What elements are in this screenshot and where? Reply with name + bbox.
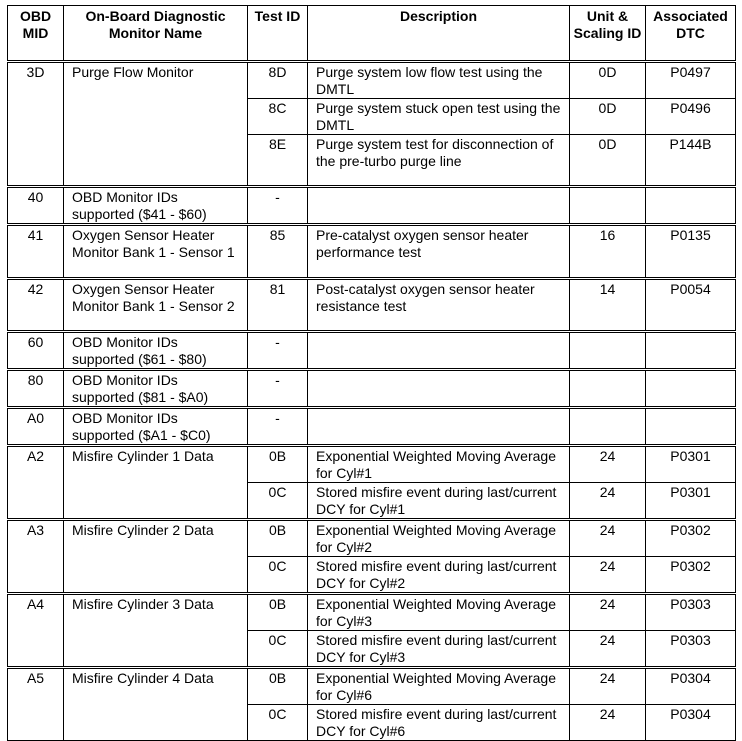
table-row [8,62,736,99]
description-cell: Post-catalyst oxygen sensor heater resistance test [308,279,570,332]
table-row [8,187,736,225]
table-header-row [8,6,736,62]
monitor-name-cell: OBD Monitor IDs supported ($A1 - $C0) [64,408,248,446]
dtc-cell: P0496 [646,99,736,135]
table-row [8,446,736,483]
description-cell: Exponential Weighted Moving Average for Cyl#3 [308,594,570,631]
unit-scaling-cell [570,370,646,408]
monitor-name-cell: Misfire Cylinder 1 Data [64,446,248,520]
monitor-name-cell: OBD Monitor IDs supported ($41 - $60) [64,187,248,225]
test-id-cell: - [248,332,308,370]
unit-scaling-cell: 24 [570,483,646,520]
obd-monitor-table [7,5,736,741]
description-cell: Stored misfire event during last/current DCY for Cyl#1 [308,483,570,520]
test-id-cell: 0C [248,557,308,594]
unit-scaling-cell [570,408,646,446]
header-associated-dtc-text: Associated DTC [653,8,728,41]
test-id-cell: - [248,408,308,446]
test-id-cell: - [248,370,308,408]
dtc-cell: P0304 [646,668,736,705]
unit-scaling-cell: 0D [570,62,646,99]
unit-scaling-cell [570,187,646,225]
test-id-cell: 0C [248,705,308,741]
description-cell [308,332,570,370]
header-obd-mid: OBD MID [8,6,64,62]
monitor-name-cell: Purge Flow Monitor [64,62,248,187]
description-cell: Stored misfire event during last/current DCY for Cyl#6 [308,705,570,741]
dtc-cell: P0497 [646,62,736,99]
obd-mid-cell: A5 [8,668,64,741]
header-monitor-name: On-Board Diagnostic Monitor Name [64,6,248,62]
table-row [8,520,736,557]
table-row [8,594,736,631]
test-id-cell: 81 [248,279,308,332]
unit-scaling-cell: 24 [570,631,646,668]
unit-scaling-cell: 0D [570,135,646,187]
table-row [8,370,736,408]
test-id-cell: 0C [248,631,308,668]
monitor-name-cell: OBD Monitor IDs supported ($61 - $80) [64,332,248,370]
test-id-cell: 8C [248,99,308,135]
table-row [8,668,736,705]
table-row [8,408,736,446]
description-cell [308,370,570,408]
description-cell [308,408,570,446]
test-id-cell: 0B [248,668,308,705]
table-row [8,332,736,370]
obd-mid-cell: 40 [8,187,64,225]
dtc-cell: P0302 [646,557,736,594]
dtc-cell [646,187,736,225]
unit-scaling-cell: 16 [570,225,646,279]
table-row [8,225,736,279]
unit-scaling-cell: 24 [570,668,646,705]
dtc-cell [646,408,736,446]
unit-scaling-cell: 24 [570,705,646,741]
test-id-cell: 0C [248,483,308,520]
description-cell: Purge system stuck open test using the DMTL [308,99,570,135]
test-id-cell: 8E [248,135,308,187]
unit-scaling-cell: 24 [570,557,646,594]
dtc-cell [646,370,736,408]
description-cell: Stored misfire event during last/current DCY for Cyl#3 [308,631,570,668]
header-associated-dtc [646,6,736,62]
dtc-cell: P0054 [646,279,736,332]
unit-scaling-cell: 0D [570,99,646,135]
header-unit-scaling-id: Unit & Scaling ID [570,6,646,62]
obd-mid-cell: A3 [8,520,64,594]
obd-mid-cell: A4 [8,594,64,668]
dtc-cell: P0302 [646,520,736,557]
dtc-cell: P0301 [646,446,736,483]
test-id-cell: - [248,187,308,225]
table-row [8,279,736,332]
monitor-name-cell: Misfire Cylinder 3 Data [64,594,248,668]
dtc-cell: P0135 [646,225,736,279]
test-id-cell: 0B [248,446,308,483]
description-cell [308,187,570,225]
unit-scaling-cell: 14 [570,279,646,332]
dtc-cell [646,332,736,370]
table-body [8,62,736,741]
unit-scaling-cell [570,332,646,370]
dtc-cell: P144B [646,135,736,187]
monitor-name-cell: Oxygen Sensor Heater Monitor Bank 1 - Sensor 1 [64,225,248,279]
dtc-cell: P0304 [646,705,736,741]
description-cell: Purge system low flow test using the DMTL [308,62,570,99]
monitor-name-cell: OBD Monitor IDs supported ($81 - $A0) [64,370,248,408]
header-description: Description [308,6,570,62]
obd-mid-cell: A2 [8,446,64,520]
unit-scaling-cell: 24 [570,594,646,631]
monitor-name-cell: Oxygen Sensor Heater Monitor Bank 1 - Sensor 2 [64,279,248,332]
description-cell: Purge system test for disconnection of the pre-turbo purge line [308,135,570,187]
header-test-id: Test ID [248,6,308,62]
monitor-name-cell: Misfire Cylinder 4 Data [64,668,248,741]
test-id-cell: 0B [248,520,308,557]
description-cell: Exponential Weighted Moving Average for Cyl#1 [308,446,570,483]
obd-mid-cell: 3D [8,62,64,187]
obd-mid-cell: A0 [8,408,64,446]
dtc-cell: P0303 [646,594,736,631]
obd-mid-cell: 41 [8,225,64,279]
dtc-cell: P0301 [646,483,736,520]
document-page [7,5,736,741]
monitor-name-cell: Misfire Cylinder 2 Data [64,520,248,594]
test-id-cell: 0B [248,594,308,631]
test-id-cell: 85 [248,225,308,279]
obd-mid-cell: 60 [8,332,64,370]
description-cell: Stored misfire event during last/current DCY for Cyl#2 [308,557,570,594]
description-cell: Pre-catalyst oxygen sensor heater performance test [308,225,570,279]
obd-mid-cell: 42 [8,279,64,332]
test-id-cell: 8D [248,62,308,99]
unit-scaling-cell: 24 [570,520,646,557]
description-cell: Exponential Weighted Moving Average for Cyl#2 [308,520,570,557]
description-cell: Exponential Weighted Moving Average for Cyl#6 [308,668,570,705]
dtc-cell: P0303 [646,631,736,668]
unit-scaling-cell: 24 [570,446,646,483]
obd-mid-cell: 80 [8,370,64,408]
